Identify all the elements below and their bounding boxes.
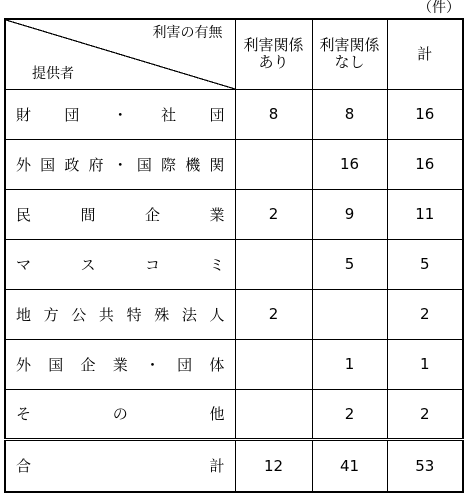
unit-label: （件） <box>418 0 460 16</box>
col2-line1: 利害関係 <box>319 36 380 55</box>
total-col1: 12 <box>235 439 312 492</box>
col-header-total: 計 <box>387 19 463 89</box>
row-col2: 2 <box>312 389 387 439</box>
row-col1 <box>235 339 312 389</box>
row-col3: 16 <box>387 139 463 189</box>
row-label: 外 国 政 府 ・ 国 際 機 関 <box>16 155 225 174</box>
col-header-with-interest <box>235 19 312 89</box>
row-col1 <box>235 239 312 289</box>
col2-line2: なし <box>334 53 365 72</box>
table-row <box>5 339 463 389</box>
row-col2: 9 <box>312 189 387 239</box>
row-label-cell <box>5 189 235 239</box>
corner-bottom-label: 提供者 <box>32 65 74 82</box>
table-row <box>5 89 463 139</box>
row-col3: 1 <box>387 339 463 389</box>
corner-header <box>5 19 235 89</box>
row-col3: 2 <box>387 289 463 339</box>
table-row <box>5 189 463 239</box>
row-col2: 8 <box>312 89 387 139</box>
row-col3: 5 <box>387 239 463 289</box>
row-col1: 8 <box>235 89 312 139</box>
row-col1: 2 <box>235 289 312 339</box>
col1-line1: 利害関係 <box>243 36 304 55</box>
col1-line2: あり <box>258 53 289 72</box>
providers-table <box>4 18 464 493</box>
row-label: マ ス コ ミ <box>16 255 225 274</box>
col-header-without-interest <box>312 19 387 89</box>
row-label: 地 方 公 共 特 殊 法 人 <box>16 305 225 324</box>
row-label-cell <box>5 389 235 439</box>
row-label-cell <box>5 339 235 389</box>
row-label: そ の 他 <box>16 405 225 423</box>
total-row <box>5 439 463 492</box>
table-row <box>5 389 463 439</box>
row-col2 <box>312 289 387 339</box>
total-col3: 53 <box>387 439 463 492</box>
row-label: 外 国 企 業 ・ 団 体 <box>16 355 225 374</box>
row-col3: 2 <box>387 389 463 439</box>
table-row <box>5 289 463 339</box>
row-col3: 16 <box>387 89 463 139</box>
total-label: 合 計 <box>16 457 225 476</box>
row-col2: 16 <box>312 139 387 189</box>
row-col1 <box>235 389 312 439</box>
corner-top-label: 利害の有無 <box>152 25 223 41</box>
row-label: 民 間 企 業 <box>16 205 225 224</box>
row-label-cell <box>5 139 235 189</box>
row-col2: 5 <box>312 239 387 289</box>
row-label-cell <box>5 289 235 339</box>
row-col3: 11 <box>387 189 463 239</box>
row-label: 財 団 ・ 社 団 <box>16 105 225 124</box>
row-col1: 2 <box>235 189 312 239</box>
table-row <box>5 239 463 289</box>
row-col2: 1 <box>312 339 387 389</box>
total-col2: 41 <box>312 439 387 492</box>
row-label-cell <box>5 239 235 289</box>
row-label-cell <box>5 89 235 139</box>
table-row <box>5 139 463 189</box>
row-col1 <box>235 139 312 189</box>
header-row <box>5 19 463 89</box>
total-label-cell <box>5 439 235 492</box>
